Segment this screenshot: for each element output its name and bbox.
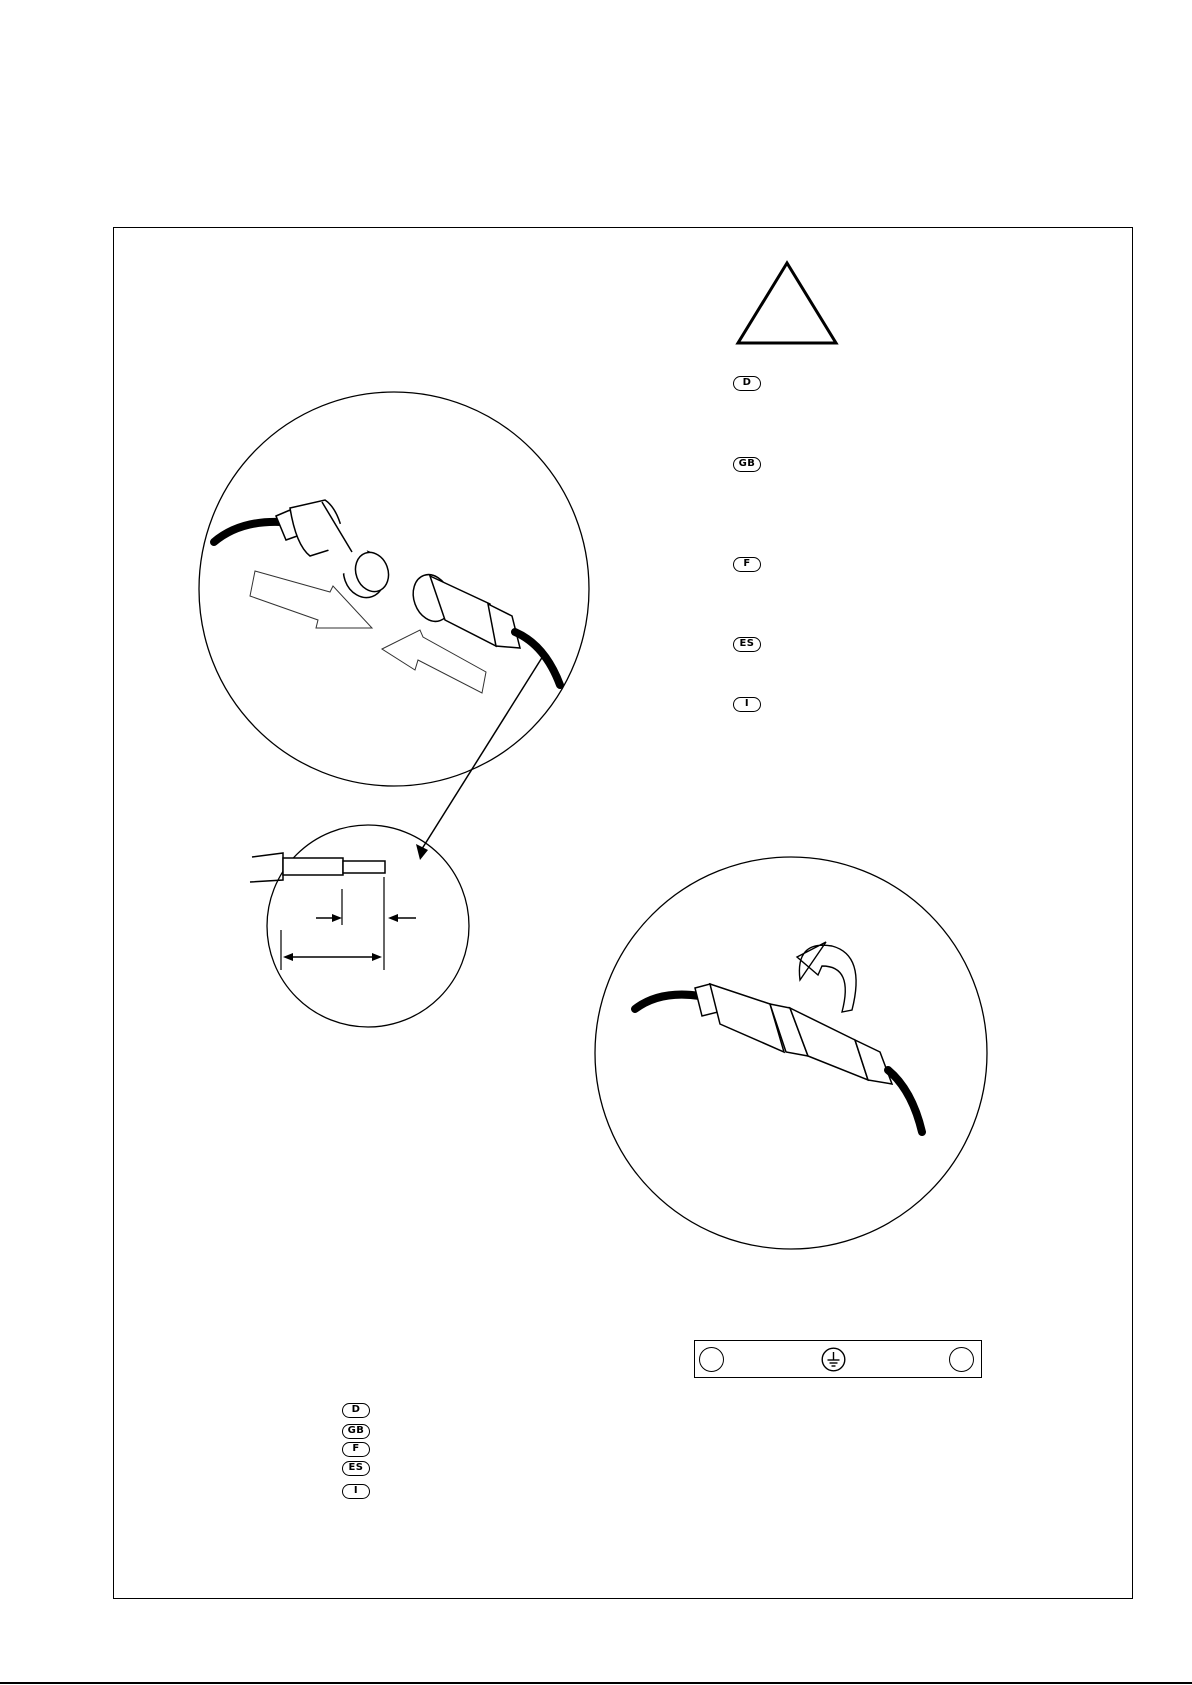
legend-lang-i: I (342, 1484, 370, 1499)
warning-lang-es: ES (733, 637, 761, 652)
footer-rule (0, 1682, 1192, 1684)
terminal-hole-right (949, 1347, 974, 1372)
cable-strip-dimension-icon (250, 825, 469, 1027)
warning-lang-i: I (733, 697, 761, 712)
legend-lang-gb: GB (342, 1424, 370, 1439)
warning-lang-d: D (733, 376, 761, 391)
warning-lang-gb: GB (733, 457, 761, 472)
legend-lang-d: D (342, 1403, 370, 1418)
legend-lang-f: F (342, 1442, 370, 1457)
screw-lock-rotate-icon (595, 857, 987, 1249)
terminal-hole-left (699, 1347, 724, 1372)
legend-lang-es: ES (342, 1461, 370, 1476)
warning-lang-f: F (733, 557, 761, 572)
protective-earth-icon (821, 1347, 846, 1372)
warning-triangle-icon (738, 263, 836, 343)
earth-terminal-strip (694, 1340, 982, 1378)
plug-connection-icon (199, 392, 589, 860)
